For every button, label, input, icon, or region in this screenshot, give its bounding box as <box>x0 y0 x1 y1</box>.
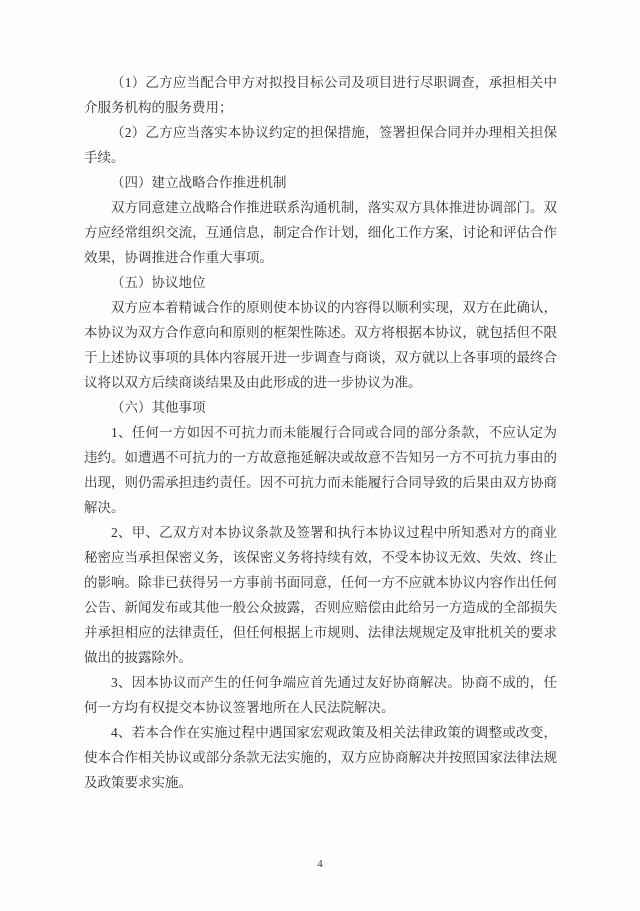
paragraph: 4、若本合作在实施过程中遇国家宏观政策及相关法律政策的调整或改变，使本合作相关协议或部分条款无法实施的，双方应协商解决并按照国家法律法规及政策要求实施。 <box>84 725 557 790</box>
document-body <box>84 70 557 795</box>
paragraph: 1、任何一方如因不可抗力而未能履行合同或合同的部分条款，不应认定为违约。如遭遇不可抗力的一方故意拖延解决或故意不告知另一方不可抗力事由的出现，则仍需承担违约责任。因不可抗力而未能履行合同导致的后果由双方协商解决。 <box>84 425 557 515</box>
section-heading: （五）协议地位 <box>111 275 206 290</box>
section-heading: （六）其他事项 <box>111 400 206 415</box>
paragraph: 双方应本着精诚合作的原则使本协议的内容得以顺利实现，双方在此确认，本协议为双方合作意向和原则的框架性陈述。双方将根据本协议，就包括但不限于上述协议事项的具体内容展开进一步调查与商谈，双方就以上各事项的最终合议将以双方后续商谈结果及由此形成的进一步协议为准。 <box>84 300 557 390</box>
paragraph: （1）乙方应当配合甲方对拟投目标公司及项目进行尽职调查，承担相关中介服务机构的服务费用； <box>84 75 557 115</box>
section-heading: （四）建立战略合作推进机制 <box>111 175 287 190</box>
paragraph: 双方同意建立战略合作推进联系沟通机制，落实双方具体推进协调部门。双方应经常组织交流，互通信息，制定合作计划，细化工作方案，讨论和评估合作效果，协调推进合作重大事项。 <box>84 200 557 265</box>
paragraph: （2）乙方应当落实本协议约定的担保措施，签署担保合同并办理相关担保手续。 <box>84 125 557 165</box>
paragraph: 2、甲、乙双方对本协议条款及签署和执行本协议过程中所知悉对方的商业秘密应当承担保密义务，该保密义务将持续有效，不受本协议无效、失效、终止的影响。除非已获得另一方事前书面同意，任何一方不应就本协议内容作出任何公告、新闻发布或其他一般公众披露，否则应赔偿由此给另一方造成的全部损失并承担相应的法律责任，但任何根据上市规则、法律法规规定及审批机关的要求做出的披露除外。 <box>84 525 557 665</box>
page-number: 4 <box>317 858 323 870</box>
paragraph: 3、因本协议而产生的任何争端应首先通过友好协商解决。协商不成的，任何一方均有权提交本协议签署地所在人民法院解决。 <box>84 675 557 715</box>
